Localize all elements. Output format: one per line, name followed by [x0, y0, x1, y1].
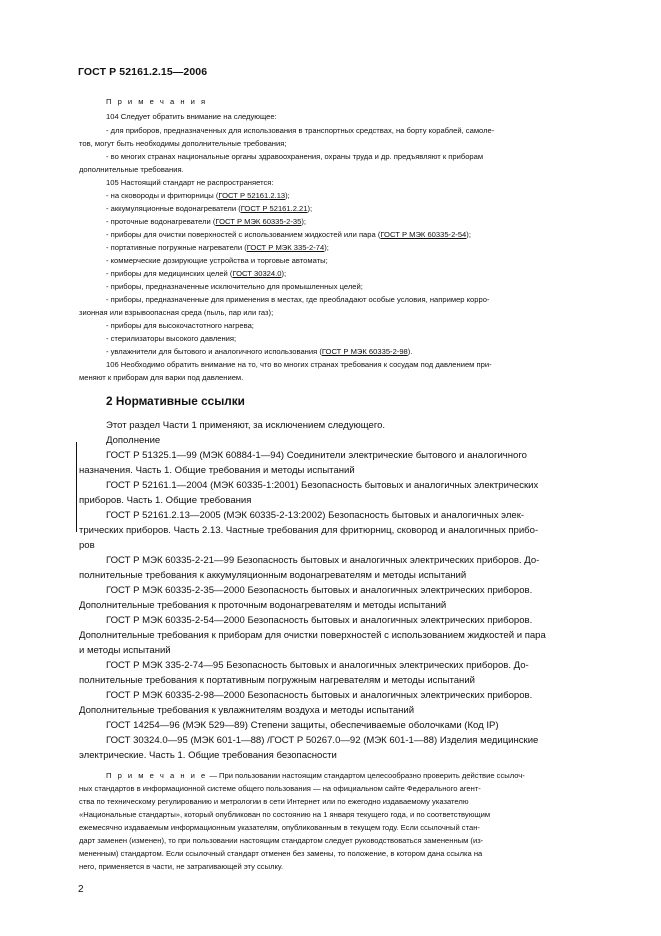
standard-link[interactable]: ГОСТ Р МЭК 60335-2-98 [321, 347, 408, 356]
note-104-a1: - для приборов, предназначенных для использования в транспортных средствах, на борту кораблей, самоле- [106, 126, 495, 135]
footnote-text: — При пользовании настоящим стандартом целесообразно проверить действие ссылоч- [207, 771, 525, 780]
exclusion-item-9a: - приборы, предназначенные для применения в местах, где преобладают особые условия, например корро- [106, 295, 490, 304]
reference-7b: полнительные требования к портативным погружным нагревателям и методы испытаний [79, 675, 475, 686]
footnote-line-4: «Национальные стандарты», который опубликован по состоянию на 1 января текущего года, и по соответствующим [79, 810, 491, 819]
notes-title: П р и м е ч а н и я [106, 97, 208, 106]
standard-link[interactable]: ГОСТ Р МЭК 60335-2-35 [215, 217, 302, 226]
reference-6c: и методы испытаний [79, 645, 171, 656]
item-text: - увлажнители для бытового и аналогичного использования ( [106, 347, 322, 356]
item-text: - портативные погружные нагреватели ( [106, 243, 247, 252]
exclusion-item-10: - приборы для высокочастотного нагрева; [106, 321, 254, 330]
exclusion-item-3 [106, 218, 306, 226]
reference-7a: ГОСТ Р МЭК 335-2-74—95 Безопасность бытовых и аналогичных электрических приборов. До- [106, 660, 529, 671]
document-header: ГОСТ Р 52161.2.15—2006 [78, 66, 208, 78]
footnote-line-7: мененным) стандартом. Если ссылочный стандарт отменен без замены, то положение, в котором дана ссылка на [79, 849, 483, 858]
item-text: - проточные водонагреватели ( [106, 217, 216, 226]
reference-6b: Дополнительные требования к приборам для очистки поверхностей с использованием жидкостей и пара [79, 630, 546, 641]
exclusion-item-6: - коммерческие дозирующие устройства и торговые автоматы; [106, 256, 328, 265]
reference-5b: Дополнительные требования к проточным водонагревателям и методы испытаний [79, 600, 447, 611]
footnote-line-5: ежемесячно издаваемым информационным указателям, опубликованным в текущем году. Если ссылочный стан- [79, 823, 480, 832]
exclusion-item-9b: зионная или взрывоопасная среда (пыль, пар или газ); [79, 308, 274, 317]
reference-8b: Дополнительные требования к увлажнителям воздуха и методы испытаний [79, 705, 415, 716]
exclusion-item-2 [106, 205, 312, 213]
standard-link[interactable]: ГОСТ 30324.0 [232, 269, 282, 278]
exclusion-item-4 [106, 231, 471, 239]
item-text: ); [301, 217, 306, 226]
exclusion-item-7 [106, 270, 286, 278]
item-text: ); [324, 243, 329, 252]
exclusion-item-1 [106, 192, 290, 200]
reference-6a: ГОСТ Р МЭК 60335-2-54—2000 Безопасность бытовых и аналогичных электрических приборов. [106, 615, 533, 626]
item-text: ); [285, 191, 290, 200]
reference-2b: приборов. Часть 1. Общие требования [79, 495, 252, 506]
footnote-line-1 [106, 772, 525, 780]
standard-link[interactable]: ГОСТ Р МЭК 335-2-74 [246, 243, 325, 252]
item-text: - аккумуляционные водонагреватели ( [106, 204, 241, 213]
reference-3a: ГОСТ Р 52161.2.13—2005 (МЭК 60335-2-13:2002) Безопасность бытовых и аналогичных элек- [106, 510, 525, 521]
item-text: ); [307, 204, 313, 213]
footnote-line-3: ства по техническому регулированию и метрологии в сети Интернет или по ежегодно издаваемому указателю [79, 797, 469, 806]
reference-1b: назначения. Часть 1. Общие требования и методы испытаний [79, 465, 355, 476]
reference-3b: трических приборов. Часть 2.13. Частные требования для фритюрниц, сковород и аналогичных прибо- [79, 525, 539, 536]
reference-10a: ГОСТ 30324.0—95 (МЭК 601-1—88) /ГОСТ Р 50267.0—92 (МЭК 601-1—88) Изделия медицинские [106, 735, 539, 746]
note-105: 105 Настоящий стандарт не распространяется: [106, 178, 274, 187]
section-intro: Этот раздел Части 1 применяют, за исключением следующего. [106, 420, 386, 431]
note-106-a: 106 Необходимо обратить внимание на то, что во многих странах требования к сосудам под давлением при- [106, 360, 492, 369]
note-104-a2: тов, могут быть необходимы дополнительные требования; [79, 139, 287, 148]
reference-3c: ров [79, 540, 95, 551]
reference-1a: ГОСТ Р 51325.1—99 (МЭК 60884-1—94) Соединители электрические бытового и аналогичного [106, 450, 527, 461]
standard-link[interactable]: ГОСТ Р 52161.2.21 [240, 204, 308, 213]
exclusion-item-11: - стерилизаторы высокого давления; [106, 334, 237, 343]
standard-link[interactable]: ГОСТ Р МЭК 60335-2-54 [380, 230, 467, 239]
reference-9: ГОСТ 14254—96 (МЭК 529—89) Степени защиты, обеспечиваемые оболочками (Код IP) [106, 720, 499, 731]
item-text: - на сковороды и фритюрницы ( [106, 191, 219, 200]
footnote-label: П р и м е ч а н и е [106, 771, 208, 780]
change-bar [76, 442, 77, 532]
item-text: ); [466, 230, 471, 239]
note-104: 104 Следует обратить внимание на следующее: [106, 112, 277, 121]
reference-5a: ГОСТ Р МЭК 60335-2-35—2000 Безопасность бытовых и аналогичных электрических приборов. [106, 585, 533, 596]
item-text: ). [407, 347, 413, 356]
footnote-line-8: него, применяется в части, не затрагивающей эту ссылку. [79, 862, 284, 871]
page-number: 2 [78, 884, 84, 895]
footnote-line-6: дарт заменен (изменен), то при пользовании настоящим стандартом следует руководствоваться замененным (из- [79, 836, 484, 845]
note-104-b1: - во многих странах национальные органы здравоохранения, охраны труда и др. предъявляют к приборам [106, 152, 484, 161]
reference-4a: ГОСТ Р МЭК 60335-2-21—99 Безопасность бытовых и аналогичных электрических приборов. До- [106, 555, 540, 566]
exclusion-item-8: - приборы, предназначенные исключительно для промышленных целей; [106, 282, 363, 291]
footnote-line-2: ных стандартов в информационной системе общего пользования — на официальном сайте Федерального агент- [79, 784, 481, 793]
item-text: ); [281, 269, 287, 278]
note-104-b2: дополнительные требования. [79, 165, 184, 174]
section-heading: 2 Нормативные ссылки [106, 394, 245, 408]
note-106-b: меняют к приборам для варки под давлением. [79, 373, 244, 382]
exclusion-item-12 [106, 348, 412, 356]
standard-link[interactable]: ГОСТ Р 52161.2.13 [218, 191, 286, 200]
reference-4b: полнительные требования к аккумуляционным водонагревателям и методы испытаний [79, 570, 467, 581]
reference-8a: ГОСТ Р МЭК 60335-2-98—2000 Безопасность бытовых и аналогичных электрических приборов. [106, 690, 533, 701]
addition-label: Дополнение [106, 435, 161, 446]
reference-2a: ГОСТ Р 52161.1—2004 (МЭК 60335-1:2001) Безопасность бытовых и аналогичных электрических [106, 480, 539, 491]
item-text: - приборы для медицинских целей ( [106, 269, 233, 278]
item-text: - приборы для очистки поверхностей с использованием жидкостей или пара ( [106, 230, 381, 239]
reference-10b: электрические. Часть 1. Общие требования безопасности [79, 750, 337, 761]
exclusion-item-5 [106, 244, 329, 252]
